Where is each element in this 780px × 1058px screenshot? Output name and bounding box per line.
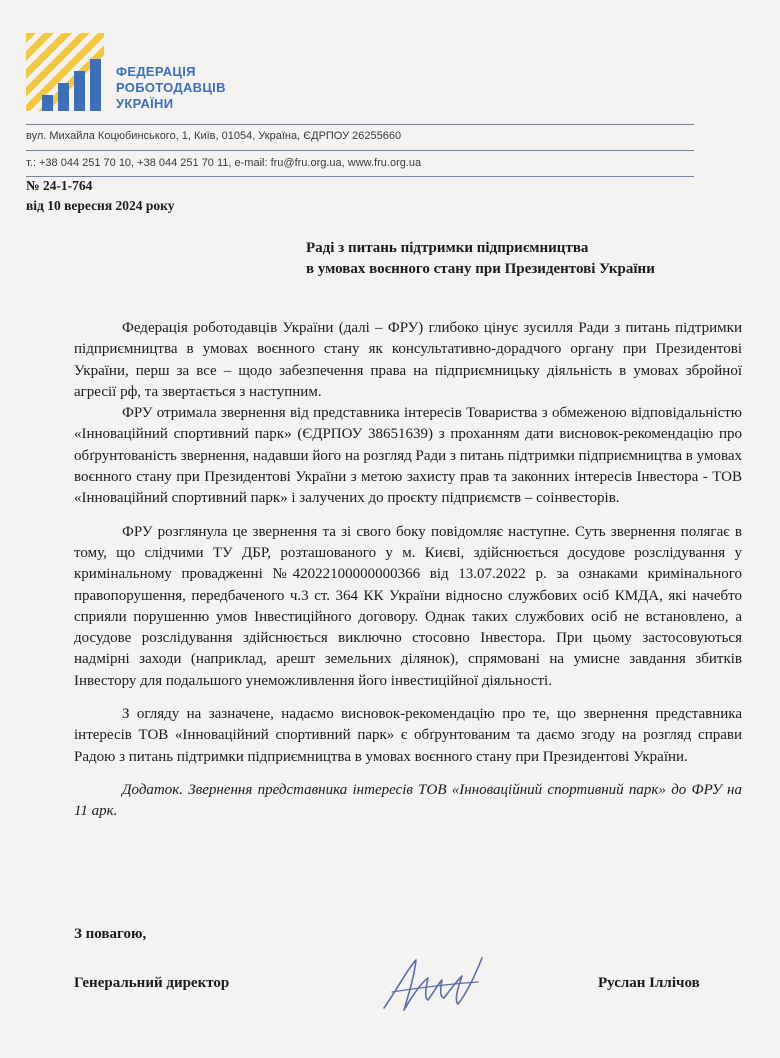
org-name-line-3: УКРАЇНИ <box>116 96 174 111</box>
contacts-line: т.: +38 044 251 70 10, +38 044 251 70 11, e-mail: fru@fru.org.ua, www.fru.org.ua <box>26 157 422 169</box>
org-name <box>116 64 226 112</box>
signature-icon <box>378 948 488 1018</box>
paragraph-1: Федерація роботодавців України (далі – ФРУ) глибоко цінує зусилля Ради з питань підтримки підприємництва в умовах воєнного стану як консультативно-дорадчого органу при Президентові України, перш за все – щодо забезпечення права на підприємницьку діяльність в умовах збройної агресії рф, та звертається з наступним. <box>74 320 742 400</box>
attachment-note: Додаток. Звернення представника інтересів ТОВ «Інноваційний спортивний парк» до ФРУ на 11 арк. <box>74 781 742 820</box>
address-line: вул. Михайла Коцюбинського, 1, Київ, 01054, Україна, ЄДРПОУ 26255660 <box>26 130 402 142</box>
letter-body <box>74 318 742 823</box>
reg-number: № 24-1-764 <box>26 178 93 193</box>
org-name-line-1: ФЕДЕРАЦІЯ <box>116 64 196 79</box>
divider <box>26 124 694 125</box>
divider <box>26 150 694 151</box>
org-name-line-2: РОБОТОДАВЦІВ <box>116 80 226 95</box>
fru-logo-icon <box>26 33 104 111</box>
addressee <box>306 238 655 280</box>
registration-info <box>26 176 175 216</box>
closing: З повагою, <box>74 926 147 942</box>
paragraph-2: ФРУ отримала звернення від представника інтересів Товариства з обмеженою відповідальністю «Інноваційний спортивний парк» (ЄДРПОУ 38651639) з проханням дати висновок-рекомендацію про обґрунтованість звернення, надавши його на розгляд Ради з питань підтримки підприємництва в умовах воєнного стану при Президентові України з метою захисту прав та законних інтересів Інвестора - ТОВ «Інноваційний спортивний парк» і залучених до проєкту підприємств – соінвесторів. <box>74 405 742 507</box>
paragraph-3: ФРУ розглянула це звернення та зі свого боку повідомляє наступне. Суть звернення полягає в тому, що слідчими ТУ ДБР, розташованого у м. Києві, здійснюється досудове розслідування у кримінальному провадженні №42022100000000366 від 13.07.2022 р. за ознаками кримінального правопорушення, передбаченого ч.3 ст. 364 КК України відносно службових осіб КМДА, які начебто сприяли порушенню умов Інвестиційного договору. Однак таких службових осіб не встановлено, а досудове розслідування здійснюється виключно стосовно Інвестора. При цьому застосовуються надмірні заходи (наприклад, арешт земельних ділянок), спрямовані на умисне завдання збитків Інвестору для подальшого унеможливлення його інвестиційної діяльності. <box>74 523 742 689</box>
signatory-title: Генеральний директор <box>74 975 230 991</box>
addressee-line-1: Раді з питань підтримки підприємництва <box>306 240 589 256</box>
signatory-name: Руслан Іллічов <box>598 975 700 991</box>
addressee-line-2: в умовах воєнного стану при Президентові України <box>306 261 655 277</box>
paragraph-4: З огляду на зазначене, надаємо висновок-рекомендацію про те, що звернення представника інтересів ТОВ «Інноваційний спортивний парк» є обґрунтованим та даємо згоду на розгляд справи Радою з питань підтримки підприємництва в умовах воєнного стану при Президентові України. <box>74 706 742 765</box>
reg-date: від 10 вересня 2024 року <box>26 198 175 213</box>
